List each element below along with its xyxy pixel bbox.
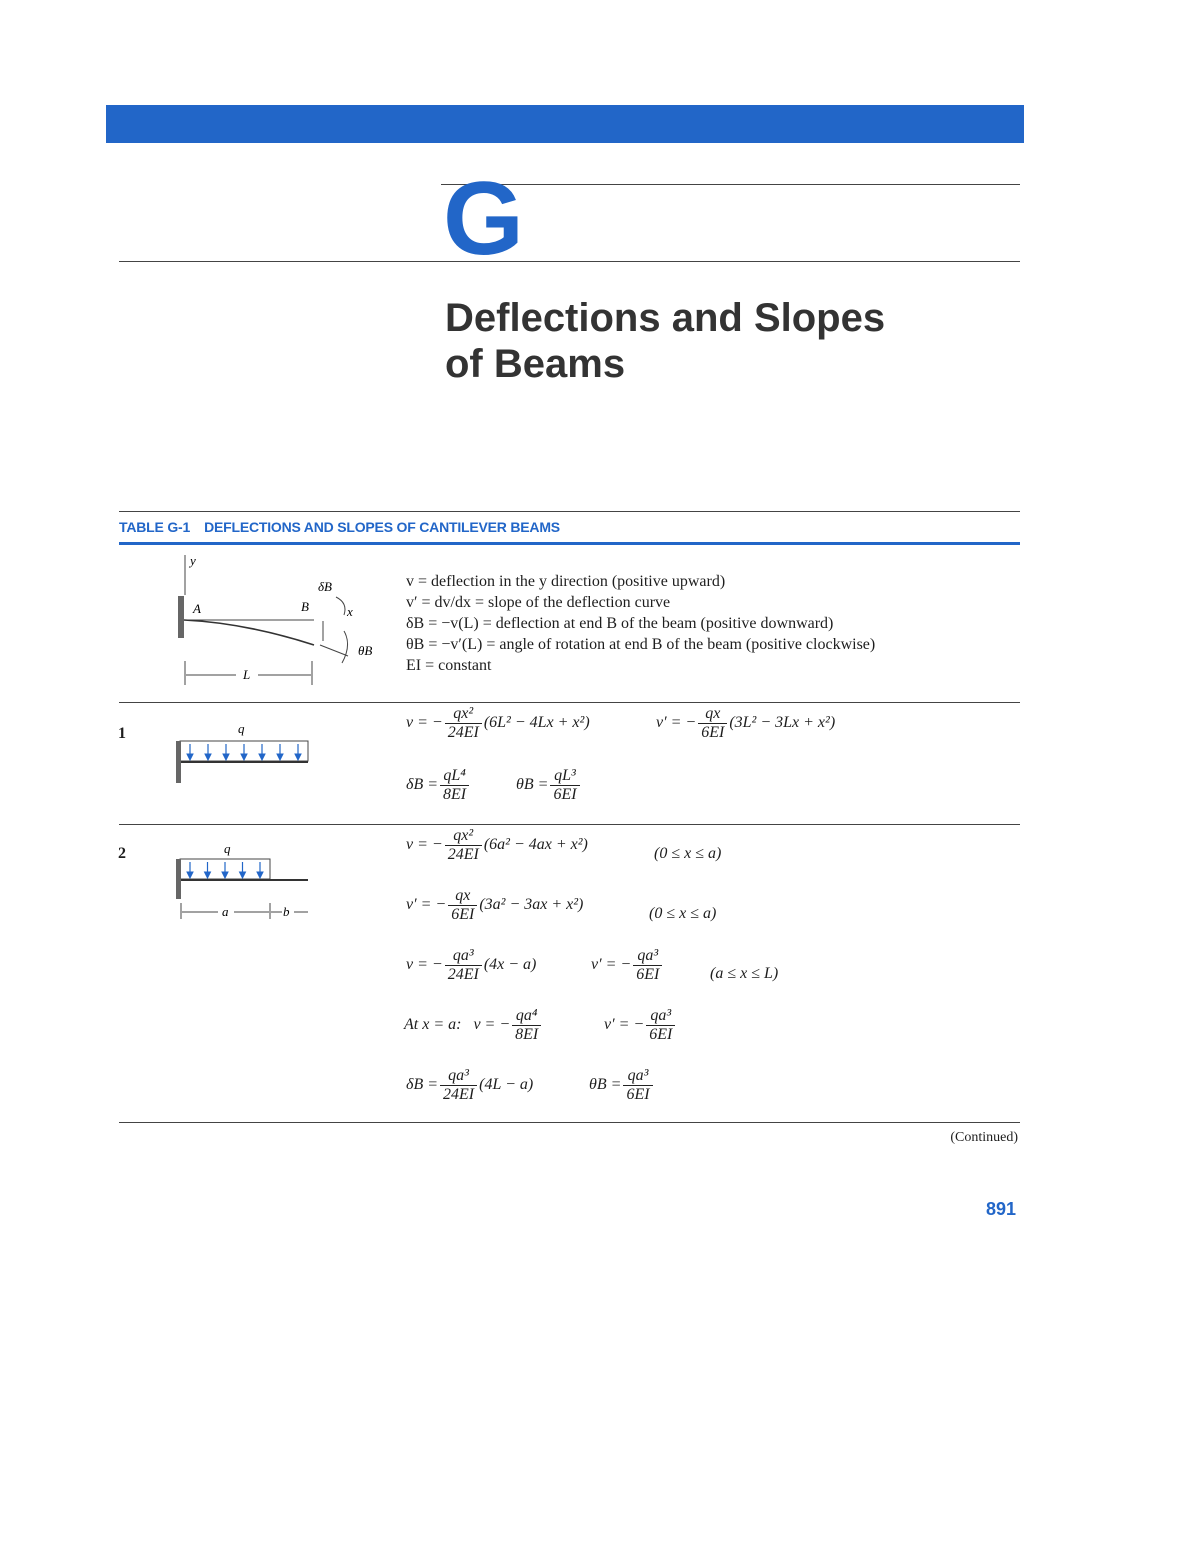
definition-1: v = deflection in the y direction (positive upward): [406, 573, 726, 590]
case-2-number: 2: [118, 845, 126, 862]
case-2-dim-b-label: b: [283, 904, 290, 919]
table-title: DEFLECTIONS AND SLOPES OF CANTILEVER BEAMS: [204, 519, 560, 535]
chapter-title-line-2: of Beams: [445, 342, 626, 386]
case-1-load-label: q: [238, 721, 245, 736]
case-2-dim-a-label: a: [222, 904, 229, 919]
load-arrowhead: [257, 872, 263, 878]
definition-4: θB = −v′(L) = angle of rotation at end B of the beam (positive clockwise): [406, 636, 876, 653]
length-label: L: [243, 667, 251, 682]
chapter-bottom-rule: [119, 261, 1020, 262]
theta-arrow: [342, 631, 348, 663]
case-2-figure: [170, 837, 320, 927]
case-2-load-arrows: [187, 862, 263, 878]
case-2-eq-5b: θB = $\frac{\text{qa³}}{6EI}$: [589, 1067, 655, 1104]
load-arrowhead: [187, 754, 193, 760]
page-number: 891: [985, 1199, 1016, 1219]
load-arrowhead: [240, 872, 246, 878]
load-arrowhead: [223, 754, 229, 760]
load-arrowhead: [205, 754, 211, 760]
chapter-top-rule: [441, 184, 1020, 185]
case-2-eq-3b: v′ = − $\frac{\text{qa³}}{6EI}$: [591, 947, 664, 984]
table-bottom-rule: [119, 1122, 1020, 1123]
case-2-eq-3-range: (a ≤ x ≤ L): [710, 965, 779, 982]
cantilever-definition-figure: [166, 553, 386, 693]
continued-note: (Continued): [950, 1130, 1018, 1145]
case-2-eq-4b: v′ = − $\frac{\text{qa³}}{6EI}$: [604, 1007, 677, 1044]
delta-arrow: [336, 597, 345, 615]
case-2-eq-2-range: (0 ≤ x ≤ a): [649, 905, 717, 922]
chapter-title-line-1: Deflections and Slopes: [445, 296, 886, 340]
definition-5: EI = constant: [406, 657, 492, 674]
case-2-eq-1-range: (0 ≤ x ≤ a): [654, 845, 722, 862]
case-2-eq-2: v′ = − $\frac{qx}{6EI}$ (3a² − 3ax + x²): [406, 887, 584, 923]
case-1-eq-theta: θB = $\frac{\text{qL³}}{6EI}$: [516, 767, 582, 804]
case-1-figure: [170, 717, 320, 787]
definition-2: v′ = dv/dx = slope of the deflection curve: [406, 594, 671, 611]
table-caption-rule: [119, 542, 1020, 545]
chapter-title: [445, 295, 885, 387]
row-divider-1: [119, 702, 1020, 703]
header-banner: [106, 105, 1024, 143]
load-arrowhead: [259, 754, 265, 760]
load-arrowhead: [187, 872, 193, 878]
y-axis-label: y: [190, 553, 196, 568]
table-label: TABLE G-1: [119, 519, 191, 535]
case-2-support: [176, 859, 181, 899]
load-arrowhead: [295, 754, 301, 760]
case-1-eq-v: v = − $\frac{\text{qx²}}{24EI}$ (6L² − 4Lx + x²): [406, 705, 590, 741]
fixed-support: [178, 596, 184, 638]
theta-b-label: θB: [358, 643, 373, 658]
definition-3: δB = −v(L) = deflection at end B of the beam (positive downward): [406, 615, 834, 632]
load-arrowhead: [205, 872, 211, 878]
row-divider-2: [119, 824, 1020, 825]
case-2-eq-3: v = − $\frac{\text{qa³}}{24EI}$ (4x − a): [406, 947, 537, 983]
case-2-load-label: q: [224, 841, 231, 856]
case-1-eq-vprime: v′ = − $\frac{qx}{6EI}$ (3L² − 3Lx + x²): [656, 705, 836, 741]
point-a-label: A: [193, 601, 201, 616]
deflection-curve: [184, 620, 314, 645]
table-top-rule: [119, 511, 1020, 512]
case-2-eq-5: δB = $\frac{\text{qa³}}{24EI}$ (4L − a): [406, 1067, 534, 1103]
case-1-number: 1: [118, 725, 126, 742]
load-arrowhead: [277, 754, 283, 760]
case-2-eq-4: At x = a: v = − $\frac{\text{qa⁴}}{8EI}$: [404, 1007, 543, 1044]
case-1-support: [176, 741, 181, 783]
page: [106, 105, 1024, 1219]
x-axis-label: x: [347, 604, 353, 619]
load-arrowhead: [222, 872, 228, 878]
case-2-eq-1: v = − $\frac{\text{qx²}}{24EI}$ (6a² − 4ax + x²): [406, 827, 588, 863]
delta-b-label: δB: [318, 579, 332, 594]
case-1-load-arrows: [187, 744, 301, 760]
case-1-eq-delta: δB = $\frac{\text{qL⁴}}{8EI}$: [406, 767, 471, 804]
chapter-letter: G: [443, 161, 522, 277]
point-b-label: B: [301, 599, 309, 614]
load-arrowhead: [241, 754, 247, 760]
tangent-line: [320, 645, 348, 656]
table-caption: [119, 519, 560, 535]
